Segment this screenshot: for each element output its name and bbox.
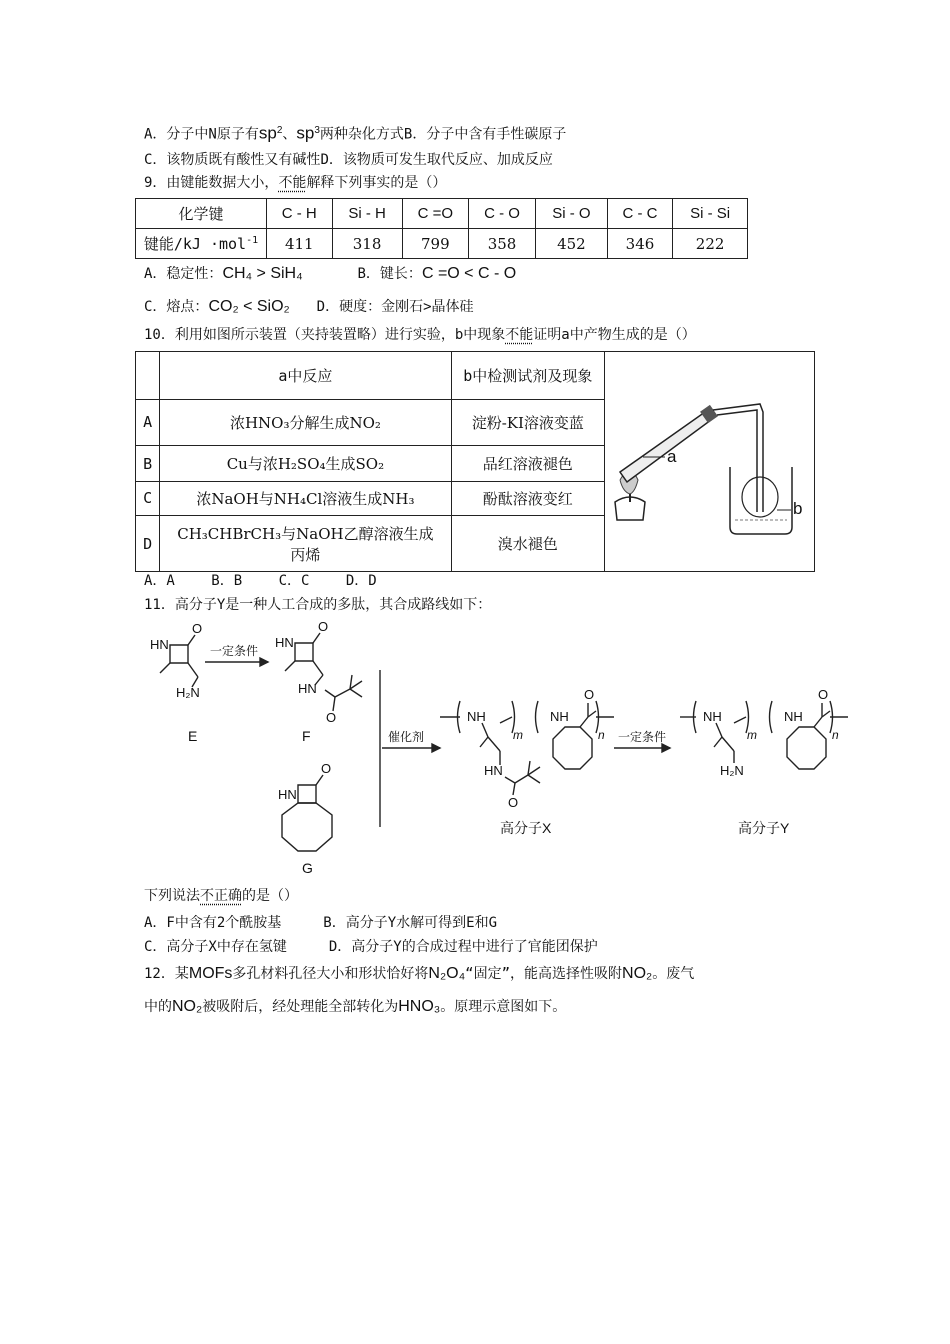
q11-option-c: C．高分子X中存在氢键 — [144, 939, 287, 955]
compound-label-g: G — [302, 860, 313, 876]
test-cell: 溴水褪色 — [451, 516, 604, 572]
q9-option-a-formula: CH₄ > SiH₄ — [222, 265, 303, 282]
energy-cell: 411 — [267, 229, 333, 259]
bond-cell: C - O — [468, 199, 535, 229]
subscript-n-x: n — [598, 728, 605, 742]
energy-cell: 799 — [402, 229, 468, 259]
q8-option-b: B．分子中含有手性碳原子 — [403, 126, 567, 143]
bond-cell: Si - O — [536, 199, 608, 229]
label-o-f: O — [318, 619, 329, 634]
reaction-cell: 浓HNO₃分解生成NO₂ — [160, 399, 451, 446]
compound-label-f: F — [302, 728, 311, 744]
test-cell: 酚酞溶液变红 — [451, 481, 604, 515]
q11-question: 下列说法不正确的是（） — [144, 888, 298, 904]
q11-option-d: D．高分子Y的合成过程中进行了官能团保护 — [328, 939, 598, 955]
bond-cell: Si - Si — [673, 199, 748, 229]
q8-option-a-text: A．分子中N原子有 — [144, 126, 259, 143]
q9-option-d: D．硬度：金刚石>晶体硅 — [316, 299, 474, 315]
table-header-test: b中检测试剂及现象 — [451, 352, 604, 400]
bond-cell: C =O — [402, 199, 468, 229]
label-hn-e: HN — [150, 637, 169, 652]
energy-cell: 358 — [468, 229, 535, 259]
label-a: a — [666, 447, 677, 466]
bond-cell: C - C — [607, 199, 673, 229]
label-nh-y1: NH — [703, 709, 722, 724]
table-row: D CH₃CHBrCH₃与NaOH乙醇溶液生成丙烯 溴水褪色 — [136, 516, 815, 572]
q8-options-cd — [144, 150, 553, 170]
energy-cell: 222 — [673, 229, 748, 259]
subscript-n-y: n — [832, 728, 839, 742]
energy-cell: 318 — [332, 229, 402, 259]
label-o-f2: O — [326, 710, 337, 725]
table-row: B Cu与浓H₂SO₄生成SO₂ 品红溶液褪色 — [136, 446, 815, 481]
subscript-m-y: m — [747, 728, 757, 742]
reaction-cell: Cu与浓H₂SO₄生成SO₂ — [160, 446, 451, 481]
label-hn-f2: HN — [298, 681, 317, 696]
label-hn-x: HN — [484, 763, 503, 778]
q8-options-ab: A．分子中N原子有$sp^2$、$sp^3$两种杂化方式B．分子中含有手性碳原子 — [144, 123, 567, 143]
bond-cell: Si - H — [332, 199, 402, 229]
table-row — [136, 352, 815, 400]
label-nh-x1: NH — [467, 709, 486, 724]
label-hn-g: HN — [278, 787, 297, 802]
label-nh-x2: NH — [550, 709, 569, 724]
compound-label-e: E — [188, 728, 198, 744]
q9-options-ab: A．稳定性：CH₄ > SiH₄ B．键长：C =O < C - O — [144, 265, 517, 282]
subscript-m-x: m — [513, 728, 523, 742]
condition-2: 一定条件 — [618, 730, 667, 744]
q9-option-c-formula: CO₂ < SiO₂ — [208, 298, 290, 315]
bond-cell: C - H — [267, 199, 333, 229]
table-row — [136, 199, 748, 229]
bond-energy-table — [135, 198, 748, 259]
apparatus-diagram — [605, 352, 814, 567]
table-row: C 浓NaOH与NH₄Cl溶液生成NH₃ 酚酞溶液变红 — [136, 481, 815, 515]
label-o-g: O — [321, 761, 332, 776]
q11-stem: 11．高分子Y是一种人工合成的多肽，其合成路线如下： — [144, 597, 492, 613]
synthesis-route — [140, 615, 870, 880]
test-cell: 淀粉-KI溶液变蓝 — [451, 399, 604, 446]
table-header-bond: 化学键 — [136, 199, 267, 229]
q8-option-d: D．该物质可发生取代反应、加成反应 — [320, 152, 553, 168]
reaction-cell: 浓NaOH与NH₄Cl溶液生成NH₃ — [160, 481, 451, 515]
table-row — [136, 229, 748, 259]
q9-options-cd: C．熔点：CO₂ < SiO₂ D．硬度：金刚石>晶体硅 — [144, 298, 474, 315]
polymer-label-x: 高分子X — [500, 820, 552, 836]
label-hn-f: HN — [275, 635, 294, 650]
energy-cell: 346 — [607, 229, 673, 259]
q12-line-1: 12．某MOFs多孔材料孔径大小和形状恰好将N₂O₄“固定”，能高选择性吸附NO₂。废气 — [144, 965, 695, 982]
table-row: A 浓HNO₃分解生成NO₂ 淀粉-KI溶液变蓝 — [136, 399, 815, 446]
table-header-energy: 键能/kJ ·mol$^{-1}$ — [136, 229, 267, 259]
reaction-cell: CH₃CHBrCH₃与NaOH乙醇溶液生成丙烯 — [160, 516, 451, 572]
label-h2n-e: H₂N — [176, 685, 200, 700]
q11-options-cd — [144, 937, 598, 957]
q9-stem: 9．由键能数据大小，不能解释下列事实的是（） — [144, 175, 447, 191]
catalyst-label: 催化剂 — [388, 730, 425, 744]
polymer-label-y: 高分子Y — [738, 820, 790, 836]
label-o-x2: O — [508, 795, 519, 810]
label-h2n-y: H₂N — [720, 763, 744, 778]
q12-line-2: 中的NO₂被吸附后，经处理能全部转化为HNO₃。原理示意图如下。 — [144, 998, 567, 1015]
energy-cell: 452 — [536, 229, 608, 259]
q9-option-b-formula: C =O < C - O — [421, 265, 517, 282]
q10-options: A．A B．B C．C D．D — [144, 573, 377, 589]
experiment-table — [135, 351, 815, 572]
apparatus-figure — [604, 352, 814, 572]
table-header-reaction: a中反应 — [160, 352, 451, 400]
q11-options-ab — [144, 913, 497, 933]
label-nh-y2: NH — [784, 709, 803, 724]
test-cell: 品红溶液褪色 — [451, 446, 604, 481]
q8-option-c: C．该物质既有酸性又有碱性 — [144, 152, 321, 168]
condition-1: 一定条件 — [210, 644, 259, 658]
q11-option-b: B．高分子Y水解可得到E和G — [323, 915, 498, 931]
q10-stem: 10．利用如图所示装置（夹持装置略）进行实验，b中现象不能证明a中产物生成的是（） — [144, 327, 696, 343]
label-o-e: O — [192, 621, 203, 636]
q11-option-a: A．F中含有2个酰胺基 — [144, 915, 282, 931]
label-o-x: O — [584, 687, 595, 702]
label-o-y: O — [818, 687, 829, 702]
label-b: b — [792, 499, 803, 518]
